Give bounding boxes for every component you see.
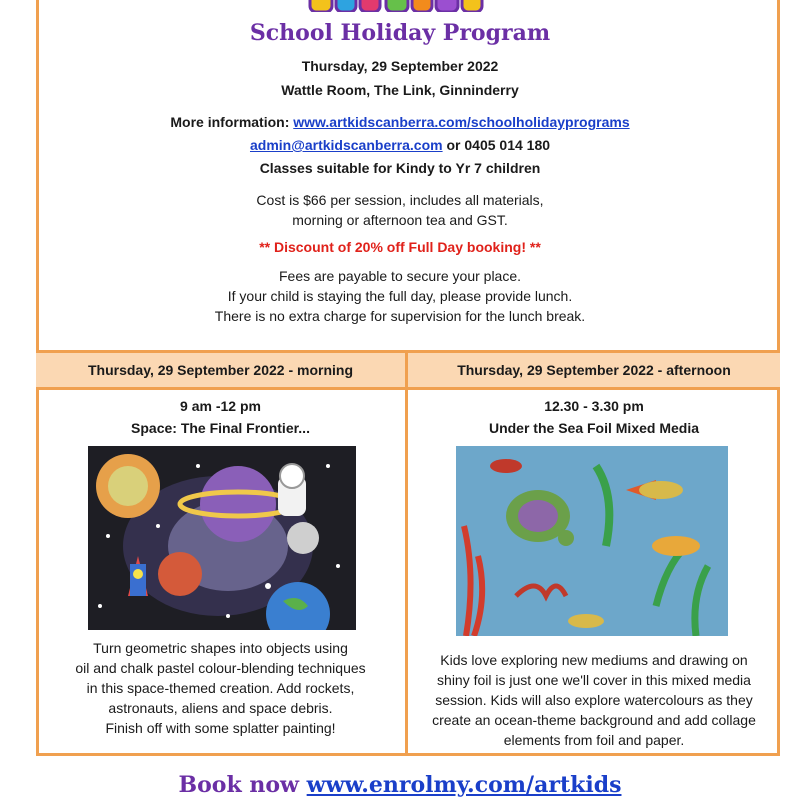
phone-text: or 0405 014 180	[446, 137, 551, 153]
artkids-logo	[300, 0, 500, 12]
description-line: Turn geometric shapes into objects using	[93, 640, 348, 656]
session-name: Under the Sea Foil Mixed Media	[488, 420, 700, 436]
description-line: astronauts, aliens and space debris.	[108, 700, 333, 716]
session-time: 9 am -12 pm	[180, 398, 261, 414]
ocean-artwork-image	[456, 446, 728, 636]
book-now-label: Book now	[178, 772, 299, 798]
contact-line	[0, 137, 800, 153]
email-link[interactable]: admin@artkidscanberra.com	[249, 137, 443, 153]
session-description	[36, 638, 405, 738]
description-line: in this space-themed creation. Add rockets,	[86, 680, 355, 696]
suitability-text: Classes suitable for Kindy to Yr 7 children	[259, 160, 541, 176]
description-line: create an ocean-theme background and add collage	[432, 712, 756, 728]
more-info-label: More information:	[170, 114, 290, 130]
session-afternoon	[408, 353, 780, 756]
fees-line-2: If your child is staying the full day, please provide lunch.	[227, 288, 573, 304]
sessions-table	[36, 350, 780, 756]
fees-line-1: Fees are payable to secure your place.	[278, 268, 522, 284]
program-title: School Holiday Program	[249, 20, 551, 46]
description-line: shiny foil is just one we'll cover in this mixed media	[437, 672, 751, 688]
fees-line-3: There is no extra charge for supervision for the lunch break.	[214, 308, 586, 324]
cost-line-1: Cost is $66 per session, includes all materials,	[256, 192, 544, 208]
more-info-line	[0, 114, 800, 130]
description-line: elements from foil and paper.	[503, 732, 685, 748]
more-info-link[interactable]: www.artkidscanberra.com/schoolholidayprograms	[293, 114, 630, 130]
description-line: Kids love exploring new mediums and drawing on	[440, 652, 748, 668]
description-line: Finish off with some splatter painting!	[105, 720, 336, 736]
discount-text: ** Discount of 20% off Full Day booking! **	[259, 239, 541, 255]
cost-line-2: morning or afternoon tea and GST.	[292, 212, 508, 228]
event-venue: Wattle Room, The Link, Ginninderry	[281, 82, 519, 98]
space-artwork-image	[88, 446, 356, 630]
book-now-banner	[0, 772, 800, 798]
session-name: Space: The Final Frontier...	[131, 420, 310, 436]
description-line: session. Kids will also explore watercolours as they	[435, 692, 753, 708]
session-morning	[36, 353, 408, 756]
session-description	[408, 650, 780, 750]
session-time: 12.30 - 3.30 pm	[544, 398, 644, 414]
enrolment-link[interactable]: www.enrolmy.com/artkids	[306, 772, 622, 798]
session-heading: Thursday, 29 September 2022 - morning	[36, 353, 405, 390]
event-date: Thursday, 29 September 2022	[301, 58, 499, 74]
description-line: oil and chalk pastel colour-blending techniques	[75, 660, 366, 676]
session-heading: Thursday, 29 September 2022 - afternoon	[408, 353, 780, 390]
